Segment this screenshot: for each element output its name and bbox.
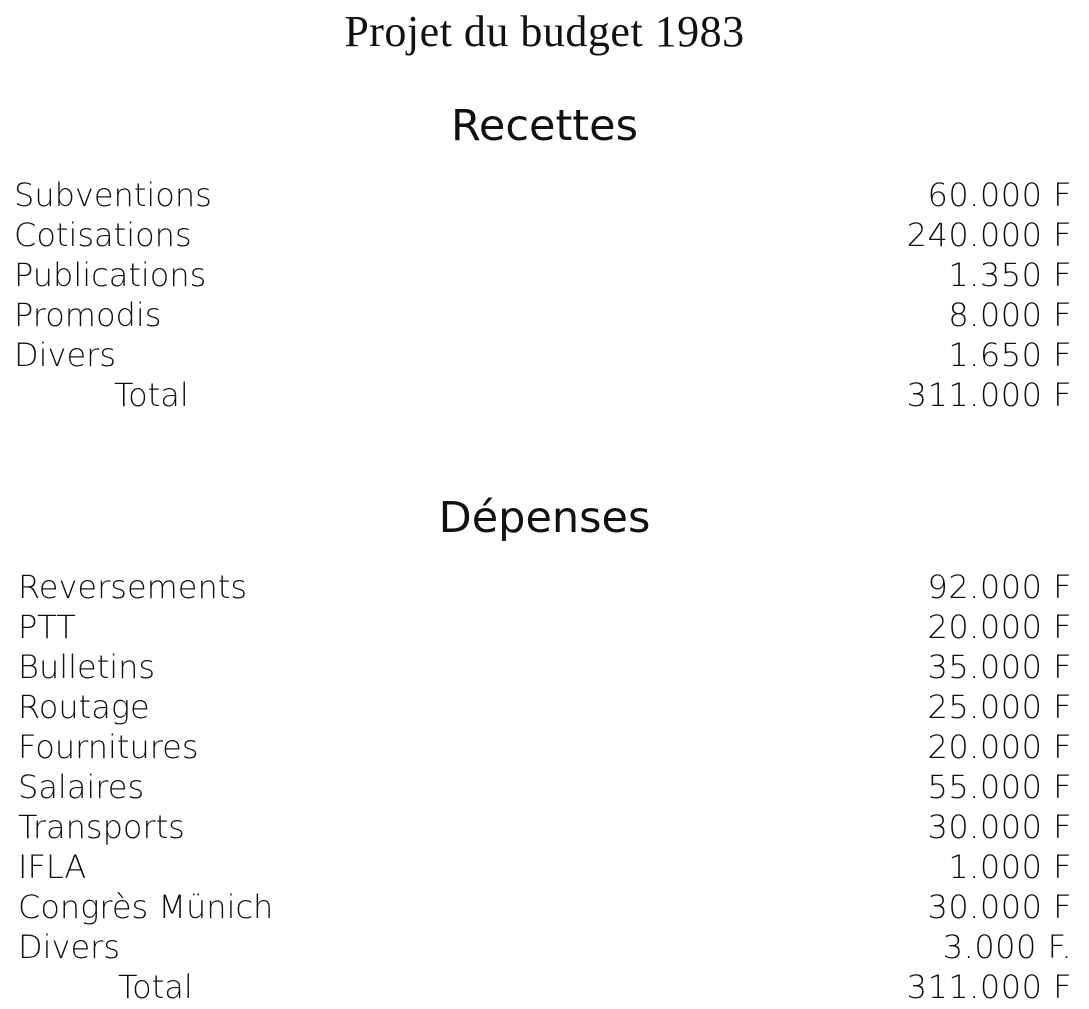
budget-row [14, 335, 1072, 375]
row-label: Promodis [14, 296, 162, 334]
row-amount: 25.000 F [927, 688, 1072, 726]
row-amount: 35.000 F [927, 648, 1072, 686]
row-amount: 240.000 F [906, 216, 1072, 254]
budget-row [18, 647, 1072, 687]
row-amount: 1.000 F [948, 848, 1072, 886]
row-label: Divers [18, 928, 120, 966]
budget-row [18, 727, 1072, 767]
budget-row [18, 687, 1072, 727]
total-amount: 311.000 F [906, 968, 1072, 1006]
row-amount: 20.000 F [927, 728, 1072, 766]
budget-row [18, 927, 1072, 967]
row-amount: 30.000 F [927, 808, 1072, 846]
row-label: Transports [18, 808, 185, 846]
budget-row [14, 175, 1072, 215]
row-label: Salaires [18, 768, 145, 806]
row-amount: 20.000 F [927, 608, 1072, 646]
budget-row [14, 215, 1072, 255]
row-label: Fournitures [18, 728, 199, 766]
total-row [14, 375, 1072, 415]
budget-row [18, 567, 1072, 607]
budget-row [18, 847, 1072, 887]
row-label: IFLA [18, 848, 87, 886]
row-label: PTT [18, 608, 76, 646]
row-label: Publications [14, 256, 207, 294]
total-row [18, 967, 1072, 1007]
row-label: Routage [18, 688, 150, 726]
row-label: Divers [14, 336, 116, 374]
row-amount: 1.350 F [948, 256, 1072, 294]
row-label: Congrès Münich [18, 888, 274, 926]
row-amount: 60.000 F [927, 176, 1072, 214]
row-label: Cotisations [14, 216, 192, 254]
row-label: Reversements [18, 568, 247, 606]
budget-row [18, 887, 1072, 927]
budget-row [18, 767, 1072, 807]
total-label: Total [118, 968, 193, 1006]
total-label: Total [114, 376, 189, 414]
row-label: Bulletins [18, 648, 156, 686]
row-amount: 30.000 F [927, 888, 1072, 926]
budget-row [14, 295, 1072, 335]
row-amount: 92.000 F [927, 568, 1072, 606]
budget-row [14, 255, 1072, 295]
budget-row [18, 807, 1072, 847]
recettes-list [14, 175, 1072, 415]
page-title: Projet du budget 1983 [344, 7, 745, 56]
row-amount: 8.000 F [948, 296, 1072, 334]
row-amount: 1.650 F [948, 336, 1072, 374]
depenses-heading: Dépenses [438, 493, 651, 543]
recettes-heading: Recettes [450, 101, 639, 151]
total-amount: 311.000 F [906, 376, 1072, 414]
depenses-list [18, 567, 1072, 1007]
row-label: Subventions [14, 176, 212, 214]
row-amount: 3.000 F. [942, 928, 1072, 966]
budget-row [18, 607, 1072, 647]
row-amount: 55.000 F [927, 768, 1072, 806]
